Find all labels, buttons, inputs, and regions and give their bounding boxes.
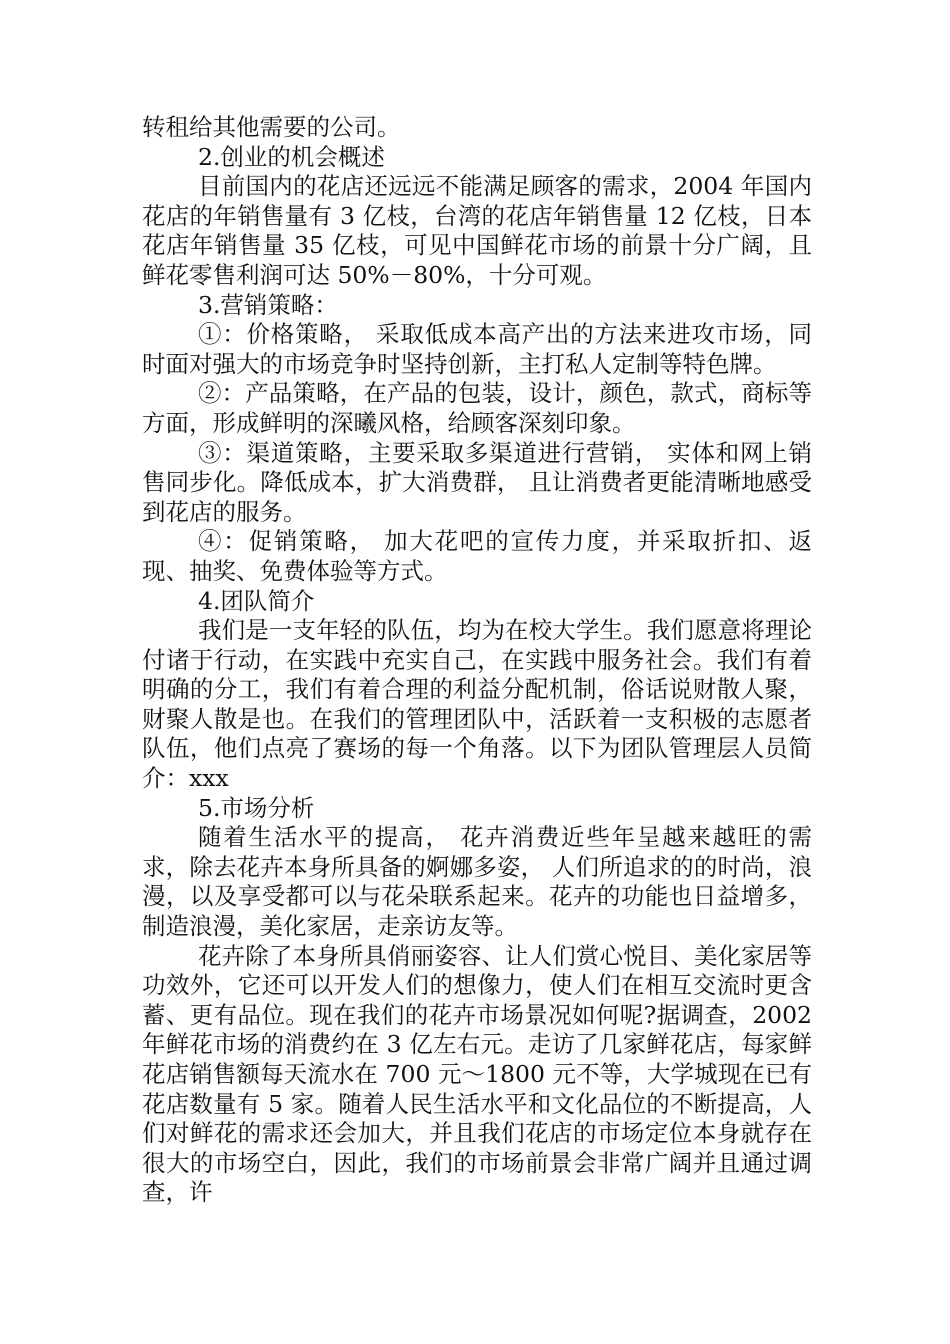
paragraph-team: 我们是一支年轻的队伍，均为在校大学生。我们愿意将理论付诸于行动，在实践中充实自己，在实践中服务社会。我们有着明确的分工，我们有着合理的利益分配机制，俗话说财散人聚，财聚人散是也。在我们的管理团队中，活跃着一支积极的志愿者队伍，他们点亮了赛场的每一个角落。以下为团队管理层人员简介：xxx: [142, 616, 812, 793]
document-body: [142, 113, 812, 1208]
paragraph-opportunity: 目前国内的花店还远远不能满足顾客的需求，2004 年国内花店的年销售量有 3 亿枝，台湾的花店年销售量 12 亿枝，日本花店年销售量 35 亿枝，可见中国鲜花市场的前景十分广阔，且鲜花零售利润可达 50%－80%，十分可观。: [142, 172, 812, 289]
section-heading-marketing: 3.营销策略：: [198, 290, 338, 319]
section-heading-opportunity: 2.创业的机会概述: [198, 142, 385, 171]
paragraph-continuation: 转租给其他需要的公司。: [142, 113, 401, 141]
paragraph-market-2: 花卉除了本身所具俏丽姿容、让人们赏心悦目、美化家居等功效外，它还可以开发人们的想像力，使人们在相互交流时更含蓄、更有品位。现在我们的花卉市场景况如何呢?据调查，2002 年鲜花市场的消费约在 3 亿左右元。走访了几家鲜花店，每家鲜花店销售额每天流水在 700 元～1800 元不等，大学城现在已有花店数量有 5 家。随着人民生活水平和文化品位的不断提高，人们对鲜花的需求还会加大，并且我们花店的市场定位本身就存在很大的市场空白，因此，我们的市场前景会非常广阔并且通过调查，许: [142, 941, 812, 1207]
paragraph-promotion-strategy: ④：促销策略， 加大花吧的宣传力度，并采取折扣、返现、抽奖、免费体验等方式。: [142, 527, 812, 585]
paragraph-channel-strategy: ③：渠道策略，主要采取多渠道进行营销， 实体和网上销售同步化。降低成本，扩大消费群， 且让消费者更能清晰地感受到花店的服务。: [142, 438, 812, 526]
section-heading-market: 5.市场分析: [198, 793, 315, 822]
paragraph-market-1: 随着生活水平的提高， 花卉消费近些年呈越来越旺的需求，除去花卉本身所具备的婀娜多姿， 人们所追求的的时尚，浪漫，以及享受都可以与花朵联系起来。花卉的功能也日益增多，制造浪漫，美化家居，走亲访友等。: [142, 823, 812, 941]
paragraph-price-strategy: ①：价格策略， 采取低成本高产出的方法来进攻市场，同时面对强大的市场竞争时坚持创新，主打私人定制等特色牌。: [142, 320, 812, 378]
paragraph-product-strategy: ②：产品策略，在产品的包装，设计，颜色，款式，商标等方面，形成鲜明的深曦风格，给顾客深刻印象。: [142, 379, 812, 437]
section-heading-team: 4.团队简介: [198, 586, 315, 615]
